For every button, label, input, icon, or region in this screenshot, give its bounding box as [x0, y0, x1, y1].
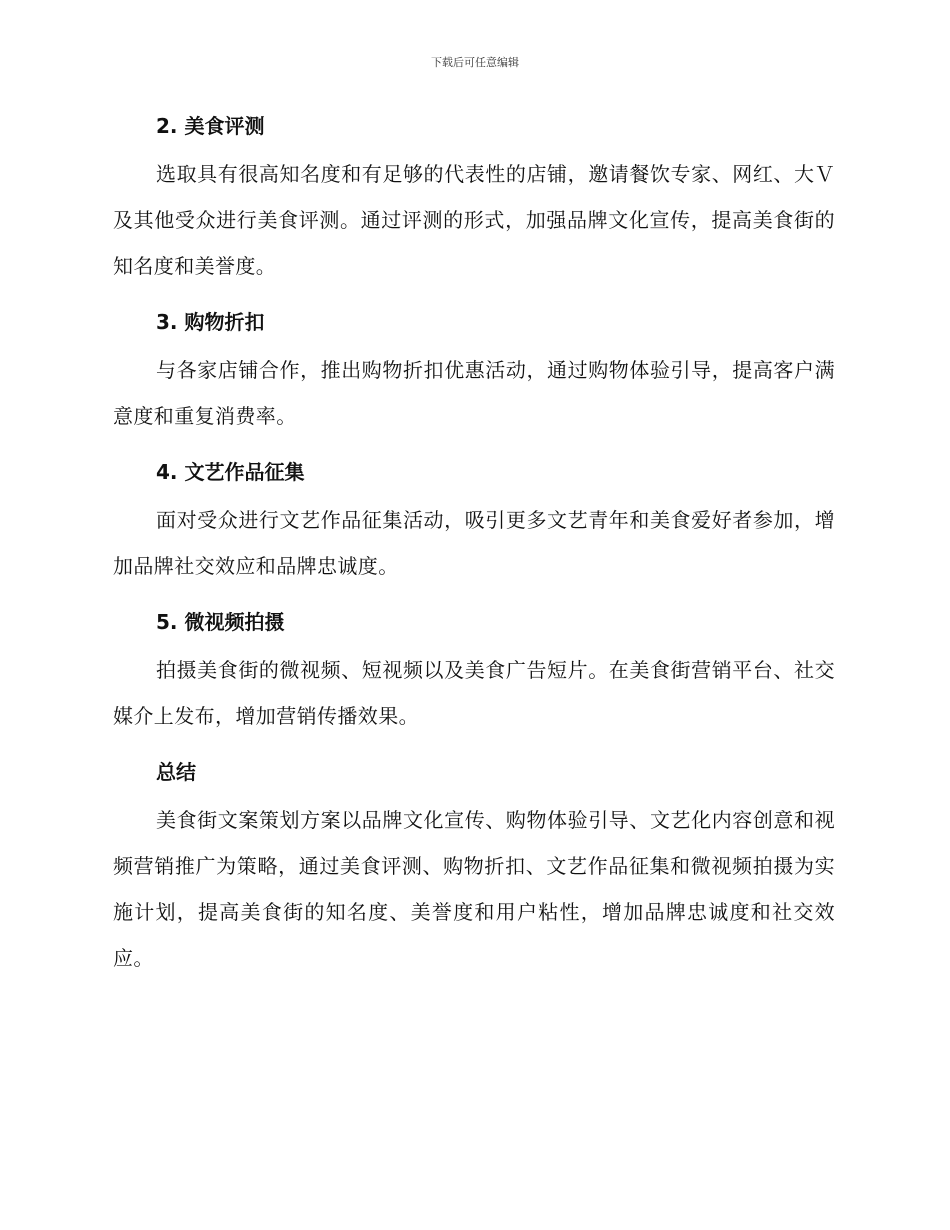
section-micro-video — [113, 602, 835, 739]
section-heading: 2. 美食评测 — [156, 114, 265, 138]
section-art-collection — [113, 452, 835, 589]
section-shopping-discount — [113, 302, 835, 439]
section-paragraph: 面对受众进行文艺作品征集活动，吸引更多文艺青年和美食爱好者参加，增加品牌社交效应和品牌忠诚度。 — [113, 508, 835, 578]
section-paragraph: 选取具有很高知名度和有足够的代表性的店铺，邀请餐饮专家、网红、大Ｖ及其他受众进行美食评测。通过评测的形式，加强品牌文化宣传，提高美食街的知名度和美誉度。 — [113, 162, 835, 278]
section-paragraph: 美食街文案策划方案以品牌文化宣传、购物体验引导、文艺化内容创意和视频营销推广为策略，通过美食评测、购物折扣、文艺作品征集和微视频拍摄为实施计划，提高美食街的知名度、美誉度和用户粘性，增加品牌忠诚度和社交效应。 — [113, 808, 835, 970]
section-food-review — [113, 106, 835, 289]
section-heading: 4. 文艺作品征集 — [156, 460, 305, 484]
section-heading: 总结 — [156, 760, 196, 784]
section-heading: 3. 购物折扣 — [156, 310, 265, 334]
section-heading: 5. 微视频拍摄 — [156, 610, 285, 634]
section-summary — [113, 752, 835, 981]
document-content — [113, 106, 835, 981]
section-paragraph: 与各家店铺合作，推出购物折扣优惠活动，通过购物体验引导，提高客户满意度和重复消费率。 — [113, 358, 835, 428]
header-note: 下载后可任意编辑 — [431, 56, 519, 69]
section-paragraph: 拍摄美食街的微视频、短视频以及美食广告短片。在美食街营销平台、社交媒介上发布，增加营销传播效果。 — [113, 658, 835, 728]
